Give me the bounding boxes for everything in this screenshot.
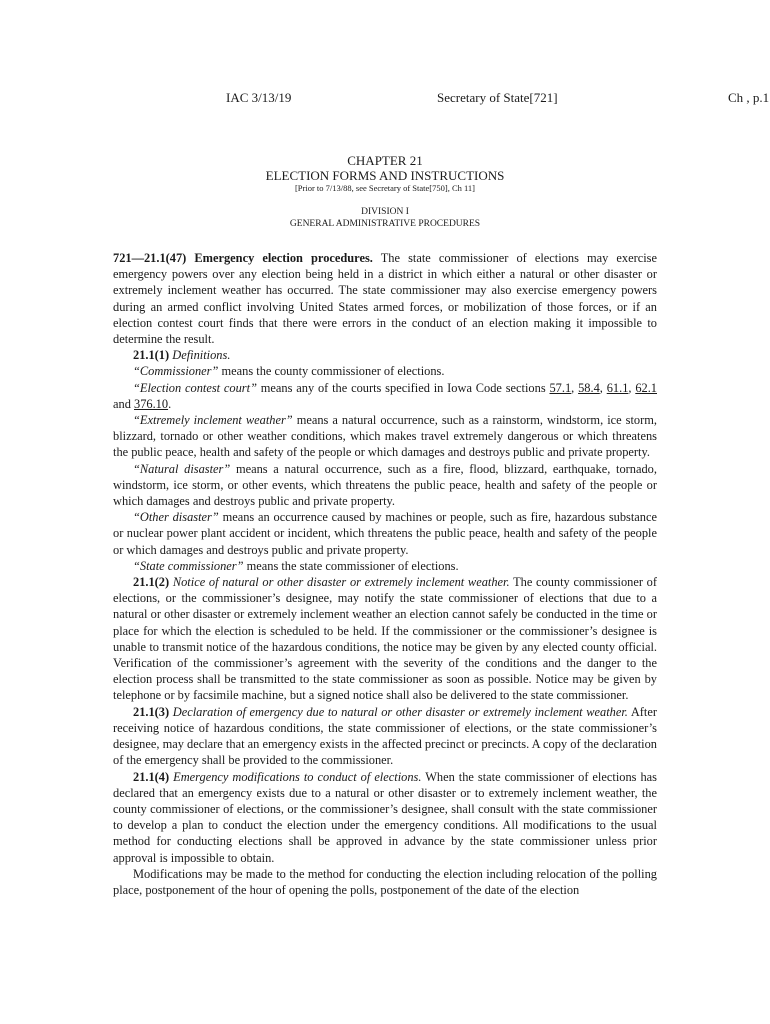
definition-text: means the state commissioner of elections. — [246, 558, 459, 573]
definition-election-contest-court: “Election contest court” means any of the courts specified in Iowa Code sections 57.1, 58.4, 61.1, 62.1 and 376.10. — [113, 380, 657, 411]
header-agency: Secretary of State[721] — [437, 90, 558, 105]
subrule-2-title: Notice of natural or other disaster or extremely inclement weather. — [172, 575, 510, 590]
link-62-1[interactable]: 62.1 — [635, 380, 657, 395]
subrule-3 — [113, 704, 657, 769]
chapter-titles — [113, 153, 657, 230]
subrule-4 — [113, 769, 657, 866]
definition-term: “State commissioner” — [133, 558, 244, 573]
rule-heading: Emergency election procedures. — [194, 251, 373, 265]
definition-state-commissioner — [113, 558, 657, 574]
definition-text: means a natural occurrence, such as a fire, flood, blizzard, earthquake, tornado, windstorm, ice storm, or other events, which threatens the public peace, health and safety of the people or which damages and destroys public and private property. — [113, 461, 657, 509]
subrule-1-heading — [113, 347, 657, 363]
rule-number: 721—21.1(47) — [113, 251, 187, 265]
header-date: IAC 3/13/19 — [226, 90, 292, 105]
division-number: DIVISION I — [361, 207, 409, 217]
subrule-2-number: 21.1(2) — [133, 575, 170, 590]
definition-text: means a natural occurrence, such as a rainstorm, windstorm, ice storm, blizzard, tornado or other weather conditions, which makes travel extremely dangerous or which threatens the public peace, health and safety of the people or which damages and destroys public and private property. — [113, 413, 657, 460]
link-57-1[interactable]: 57.1 — [549, 380, 572, 395]
definition-text: means the county commissioner of elections. — [221, 364, 445, 379]
subrule-4-number: 21.1(4) — [133, 769, 170, 784]
subrule-1-title: Definitions. — [172, 348, 231, 363]
subrule-3-number: 21.1(3) — [133, 704, 170, 719]
conjunction-and: and — [113, 396, 131, 411]
rule-paragraph — [113, 250, 657, 347]
definition-term: “Other disaster” — [133, 510, 219, 525]
chapter-body — [113, 250, 657, 898]
definition-other-disaster — [113, 509, 657, 558]
subrule-1-number: 21.1(1) — [133, 348, 170, 363]
rule-text: The state commissioner of elections may exercise emergency powers over any election being held in a district in which either a natural or other disaster or extremely inclement weather has occurred. The state commissioner may also exercise emergency powers during an armed conflict involving United States armed forces, or mobilization of those forces, or if an election contest court finds that there were errors in the conduct of an election making it impossible to determine the result. — [113, 251, 657, 347]
definition-term: “Commissioner” — [133, 364, 219, 379]
definition-text: means any of the courts specified in Iowa Code sections — [260, 380, 546, 395]
chapter-prior-note: [Prior to 7/13/88, see Secretary of State[750], Ch 11] — [294, 183, 476, 193]
division-title: GENERAL ADMINISTRATIVE PROCEDURES — [289, 219, 481, 229]
link-61-1[interactable]: 61.1 — [606, 380, 629, 395]
subrule-4-title: Emergency modifications to conduct of elections. — [173, 769, 422, 784]
subrule-2 — [113, 574, 657, 704]
link-58-4[interactable]: 58.4 — [578, 380, 600, 395]
subrule-2-text: The county commissioner of elections, or the commissioner’s designee, may notify the state commissioner of elections that due to a natural or other disaster or extremely inclement weather an election cannot safely be conducted in the time or place for which the election is scheduled to be held. If the commissioner or the commissioner’s designee is unable to transmit notice of the hazardous conditions, the notice may be given by any elected county official. Verification of the commissioner’s agreement with the severity of the conditions and the danger to the election process shall be transmitted to the state commissioner as soon as possible. Notice may be given by telephone or by facsimile machine, but a signed notice shall also be delivered to the state commissioner. — [113, 575, 657, 703]
definition-term: “Natural disaster” — [133, 461, 231, 476]
subrule-3-title: Declaration of emergency due to natural or other disaster or extremely inclement weather. — [172, 704, 628, 719]
definition-commissioner — [113, 363, 657, 379]
link-376-10[interactable]: 376.10 — [134, 396, 169, 411]
chapter-title: ELECTION FORMS AND INSTRUCTIONS — [265, 168, 505, 183]
chapter-number: CHAPTER 21 — [347, 153, 423, 168]
definition-term: “Extremely inclement weather” — [133, 413, 293, 428]
header-page: Ch , p.1 — [728, 90, 770, 105]
definition-natural-disaster — [113, 461, 657, 510]
subrule-4-continuation: Modifications may be made to the method for conducting the election including relocation of the polling place, postponement of the hour of opening the polls, postponement of the date of the election — [113, 866, 657, 897]
subrule-4-text: When the state commissioner of elections has declared that an emergency exists due to a natural or other disaster or to extremely inclement weather, the county commissioner of elections, or the commissioner’s designee, shall consult with the state commissioner to develop a plan to conduct the election under the emergency conditions. All modifications to the usual method for conducting elections shall be approved in advance by the state commissioner unless prior approval is impossible to obtain. — [113, 769, 657, 865]
definition-term: “Election contest court” — [133, 380, 257, 395]
definition-text: means an occurrence caused by machines or people, such as fire, hazardous substance or nuclear power plant accident or incident, which threatens the public peace, health and safety of the people or which damages and destroys public and private property. — [113, 510, 657, 557]
definition-extremely-inclement-weather — [113, 412, 657, 461]
subrule-3-text: After receiving notice of hazardous conditions, the state commissioner of elections, or the state commissioner’s designee, may declare that an emergency exists in the affected precinct or precincts. A copy of the declaration of the emergency shall be provided to the commissioner. — [113, 704, 657, 768]
